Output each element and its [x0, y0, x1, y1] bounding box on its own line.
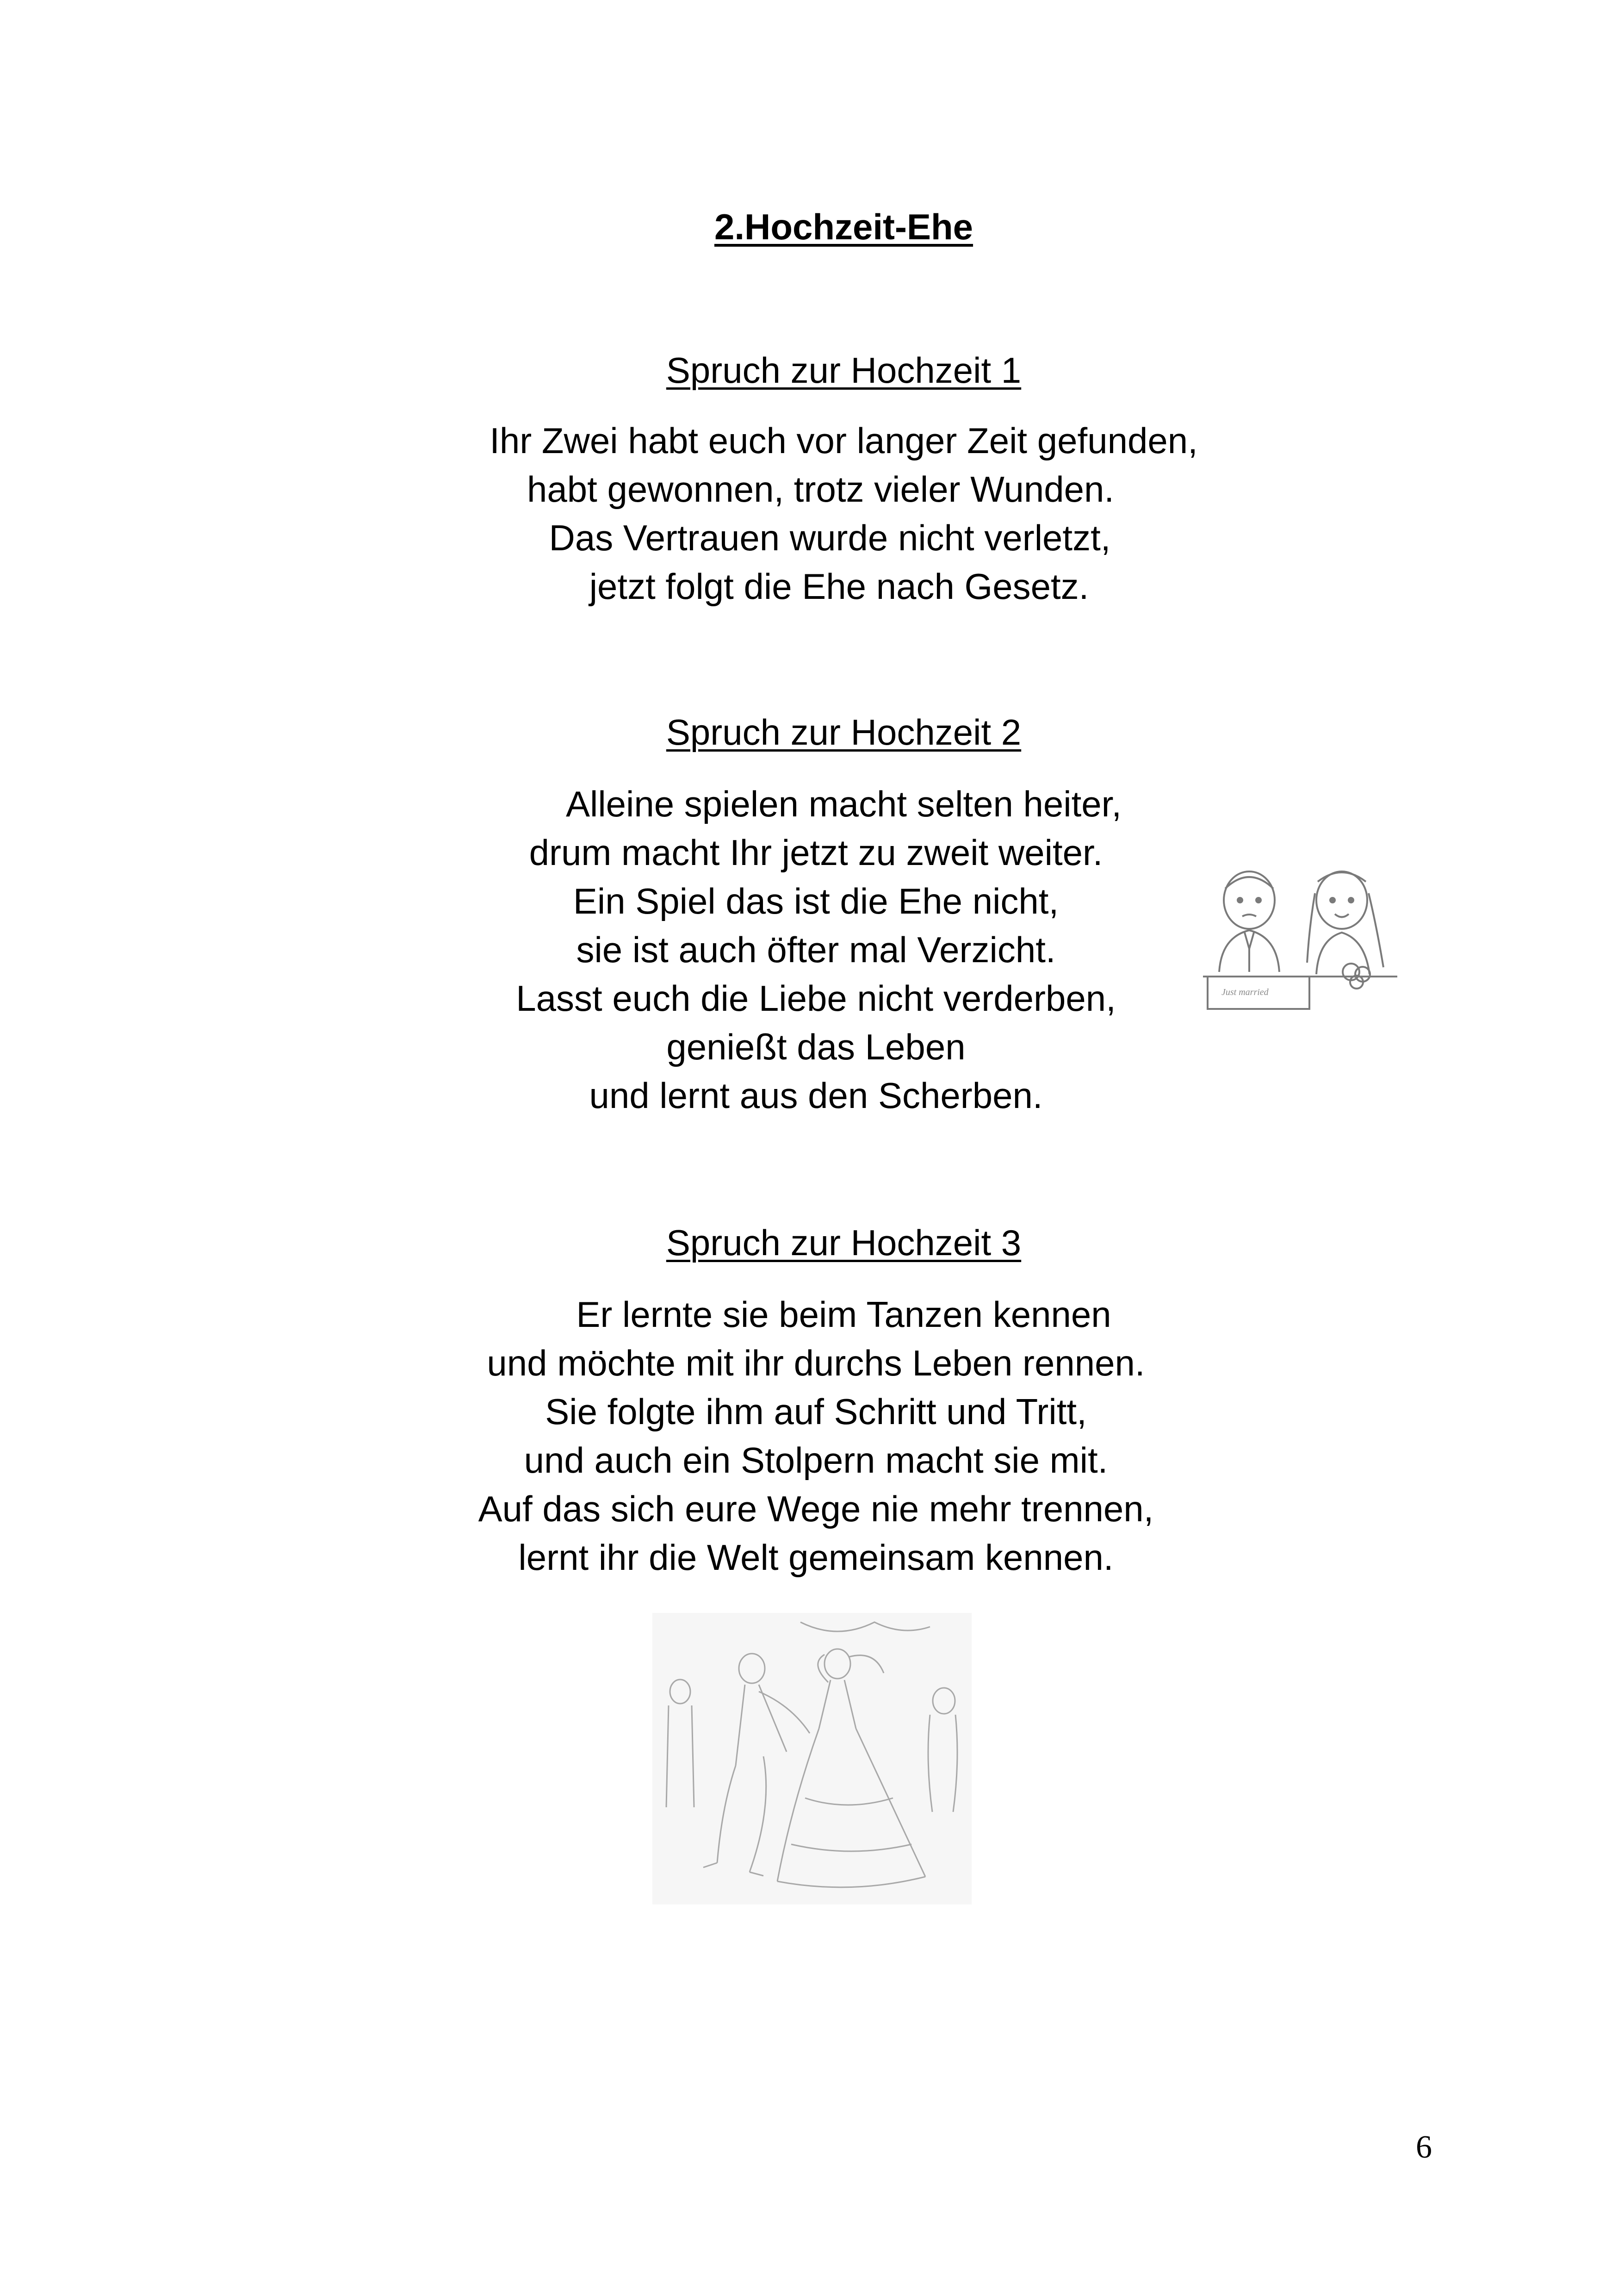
poem-line: und auch ein Stolpern macht sie mit. [524, 1440, 1108, 1481]
poem-line: Ein Spiel das ist die Ehe nicht, [573, 881, 1059, 921]
poem-3-text [0, 1290, 1618, 1582]
bride-groom-illustration-icon [1194, 856, 1407, 1023]
poem-line: genießt das Leben [666, 1027, 966, 1067]
poem-line: Lasst euch die Liebe nicht verderben, [516, 978, 1116, 1019]
poem-line: Auf das sich eure Wege nie mehr trennen, [478, 1488, 1154, 1529]
page-number: 6 [1416, 2129, 1432, 2165]
chapter-title: 2.Hochzeit-Ehe [714, 206, 973, 247]
poem-heading-2: Spruch zur Hochzeit 2 [666, 712, 1022, 753]
poem-1-text [0, 417, 1618, 611]
poem-line: sie ist auch öfter mal Verzicht. [576, 929, 1056, 970]
poem-line: Alleine spielen macht selten heiter, [565, 784, 1122, 824]
poem-line: Ihr Zwei habt euch vor langer Zeit gefunden, [490, 420, 1198, 461]
poem-line: Sie folgte ihm auf Schritt und Tritt, [545, 1391, 1087, 1432]
poem-line: Er lernte sie beim Tanzen kennen [576, 1294, 1111, 1335]
poem-line: lernt ihr die Welt gemeinsam kennen. [518, 1537, 1114, 1578]
poem-heading-3: Spruch zur Hochzeit 3 [666, 1222, 1022, 1263]
poem-line: und möchte mit ihr durchs Leben rennen. [487, 1343, 1145, 1383]
poem-line: Das Vertrauen wurde nicht verletzt, [549, 517, 1111, 558]
poem-line: habt gewonnen, trotz vieler Wunden. [527, 469, 1115, 510]
dancing-couple-illustration-icon [652, 1613, 972, 1904]
poem-line: drum macht Ihr jetzt zu zweit weiter. [529, 832, 1103, 873]
poem-heading-1: Spruch zur Hochzeit 1 [666, 350, 1022, 391]
poem-line: jetzt folgt die Ehe nach Gesetz. [589, 566, 1089, 607]
svg-text:Just married: Just married [1221, 987, 1269, 997]
poem-line: und lernt aus den Scherben. [589, 1075, 1043, 1116]
